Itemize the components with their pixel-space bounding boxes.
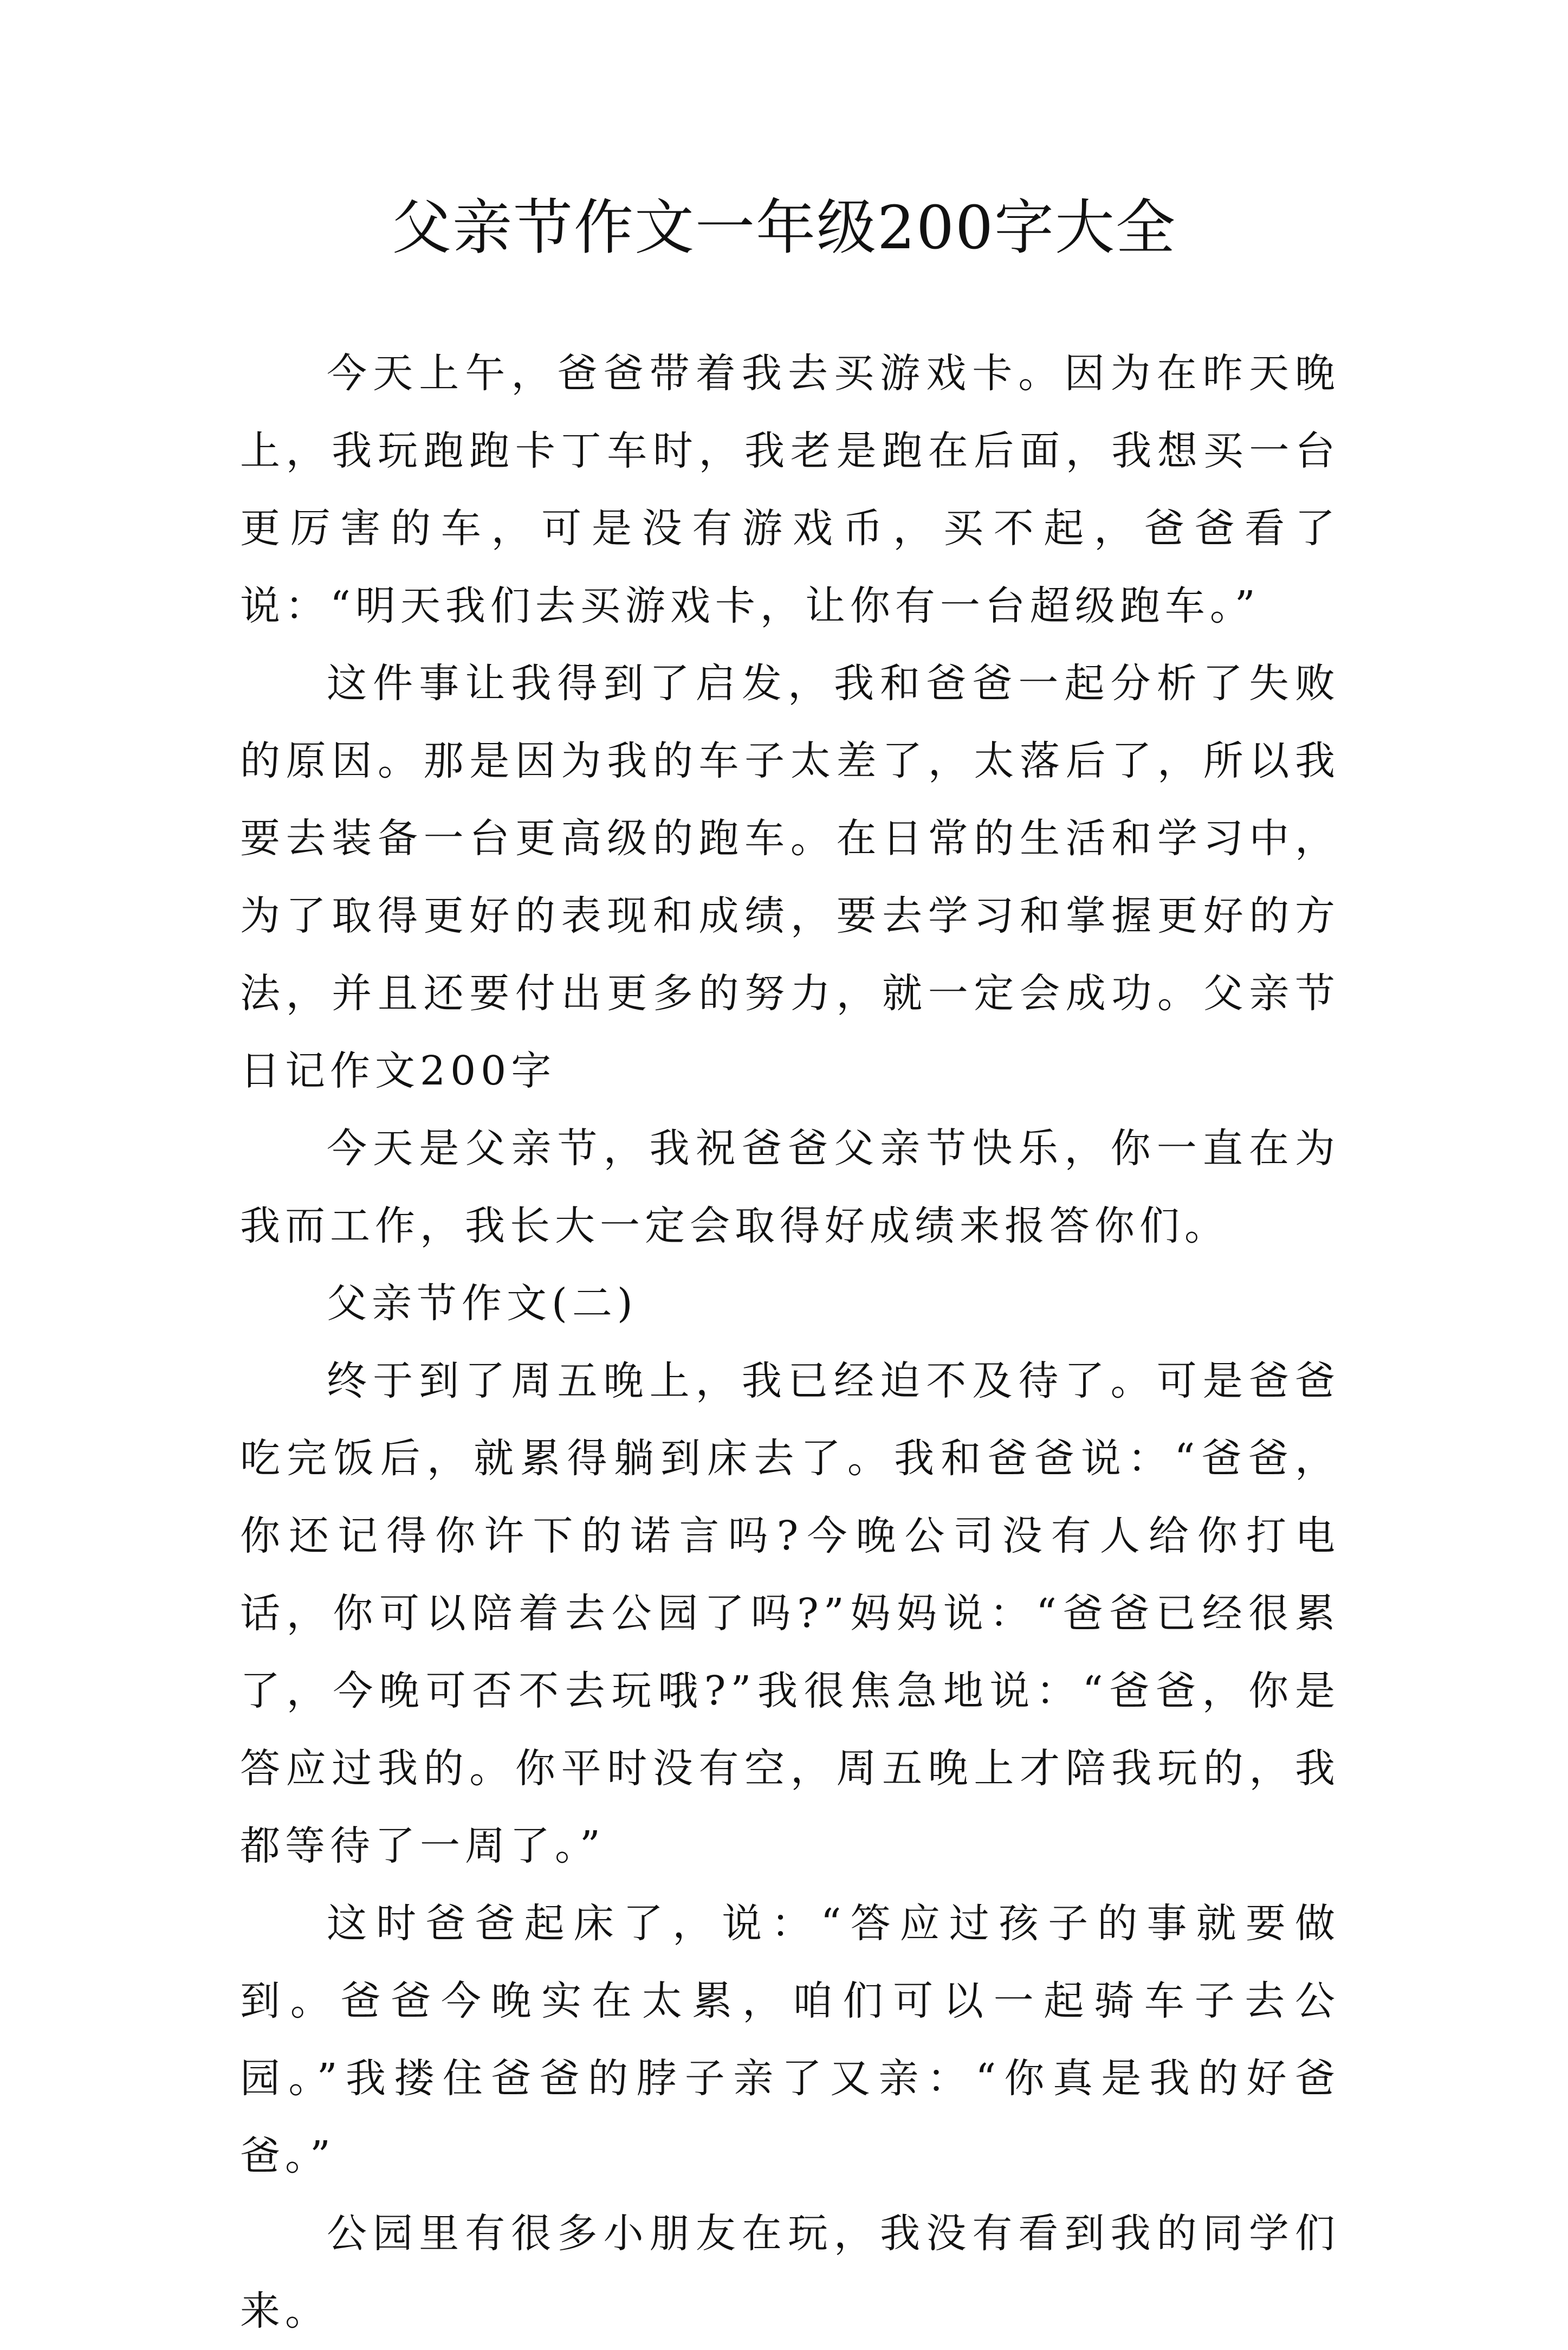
document-body — [240, 335, 1340, 2350]
paragraph: 终于到了周五晚上，我已经迫不及待了。可是爸爸吃完饭后，就累得躺到床去了。我和爸爸说：“爸爸，你还记得你许下的诺言吗?今晚公司没有人给你打电话，你可以陪着去公园了吗?”妈妈说：“爸爸已经很累了，今晚可否不去玩哦?”我很焦急地说：“爸爸，你是答应过我的。你平时没有空，周五晚上才陪我玩的，我都等待了一周了。” — [240, 1358, 1340, 1869]
paragraph: 今天是父亲节，我祝爸爸父亲节快乐，你一直在为我而工作，我长大一定会取得好成绩来报答你们。 — [240, 1125, 1340, 1249]
paragraph: 这件事让我得到了启发，我和爸爸一起分析了失败的原因。那是因为我的车子太差了，太落后了，所以我要去装备一台更高级的跑车。在日常的生活和学习中，为了取得更好的表现和成绩，要去学习和掌握更好的方法，并且还要付出更多的努力，就一定会成功。父亲节日记作文200字 — [240, 660, 1340, 1094]
paragraph: 公园里有很多小朋友在玩，我没有看到我的同学们来。 — [240, 2210, 1340, 2334]
document-title: 父亲节作文一年级200字大全 — [392, 193, 1176, 262]
paragraph: 今天上午，爸爸带着我去买游戏卡。因为在昨天晚上，我玩跑跑卡丁车时，我老是跑在后面，我想买一台更厉害的车，可是没有游戏币，买不起，爸爸看了说：“明天我们去买游戏卡，让你有一台超级跑车。” — [240, 350, 1340, 629]
section-heading: 父亲节作文(二) — [327, 1280, 638, 1327]
paragraph: 这时爸爸起床了，说：“答应过孩子的事就要做到。爸爸今晚实在太累，咱们可以一起骑车子去公园。”我搂住爸爸的脖子亲了又亲：“你真是我的好爸爸。” — [240, 1900, 1340, 2179]
